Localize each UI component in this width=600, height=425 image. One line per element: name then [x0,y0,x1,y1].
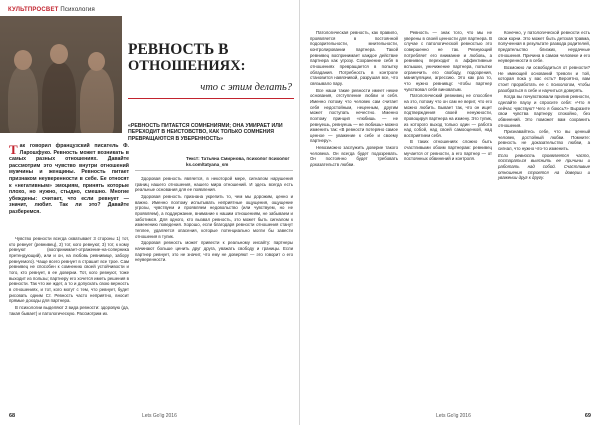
paragraph: В психологии выделяют 2 вида ревности: здоровую (да, такая бывает) и патологическую. Рассмотрим их. [9,304,129,316]
rubric-main: КУЛЬТПРОСВЕТ [8,7,59,13]
paragraph: Здоровая ревность является, в некоторой мере, сигналом нарушения границ нашего отношения, нашего мира отношений. И здесь всегда есть реальные основания для ее появления. [135,176,293,193]
paragraph: Чувство ревности всегда охватывает 3 стороны 1) тот, кто ревнует (ревнивец), 2) тот, кого ревнуют, 3) тот, к кому ревнуют (воспринимает-отражение-на-соперника претендующий), или и он, на любовь ревнивице, забору ревнуемого). Чаще всего ревнует в страшит все трое. Сам ревнивец не способен к сомнению своей устойчивости и того, кто ревнует, в ее доверии. Тот, кого ревнуют, тоже выходит из пользы; партнеру его хочется иметь решения в ревности. Так что же ждет, а то и допускать свою верность в отношениях, и тот, кого могут с тем, что ревнует, будет рисовать одним Ст. Ревность часто неприятно, вносит прямые доходы для партнера. [9,236,129,304]
title-line-2: ОТНОШЕНИЯХ: [128,58,246,74]
author-credit: Текст: Татьяна Смирнова, психолог психолог ks.com/tatyana_sm [186,156,290,167]
drop-cap: Т [9,142,18,157]
column-5 [498,30,590,182]
lead-text: ак говорил французский писатель Ф. Ларошфуко. Ревность может возникать в самых разных отношениях. Давайте рассмотрим это чувство внутри отношений мужчины и женщины. Ревность питает признаком неуверенности в себе. Ее относят к «негативным» эмоциям, принять которые плохо, но нужно, стыдно, смешно. Многие убеждены: считает, что если ревнует — значит, любит. Так ли это? Давайте разберемся. [9,143,129,215]
paragraph: Невозможно заслужить доверие такого человека. Он всегда будет подозревать. Он постоянно будет требовать доказательств любви. [310,145,398,168]
paragraph: В таких отношениях сложно быть счастливыми обоим партнерам: ревнивец мучается от ревности, а его партнер — от постоянных обвинений и контроля. [404,139,492,162]
magazine-brand: Lets Go'ig 2016 [436,413,471,419]
paragraph: Когда вы почувствовали прилив ревности, сделайте паузу и спросите себя: «Что я сейчас чувствую? Чего я боюсь?» Выразите свои чувства партнеру спокойно, без обвинений. Это поможет вам сохранить отношения. [498,94,590,128]
paragraph: Здоровая ревность может привести к реальному инсайту: партнеры начинают больше ценить друг друга, уважать свободу и границы. Если партнер ревнует, это не значит, что ему не доверяют — это говорит о его неуверенности. [135,240,293,263]
paragraph: Патологический ревнивец не способен на это, потому что он сам не верит, что его можно любить. Бывает так, что он ищет подтверждения своей ненужности, провоцируя партнера на измену. Это тупик, из которого выход только один — работа над собой, над своей самооценкой, над восприятием себя. [404,93,492,138]
paragraph: Признавайтесь себе, что вы ценный человек, достойный любви. Помните: ревность не доказательство любви, а сигнал, что нужно что-то изменить. [498,129,590,152]
article-subtitle: что с этим делать? [200,82,292,93]
column-3 [310,30,398,169]
closing-paragraph: Если ревность проявляется часто, постараться выяснить ее причины и работать над собой. Счастливые отношения строятся на доверии и уважении друг к другу. [498,152,590,181]
rubric-sub: Психология [60,7,95,13]
paragraph: Ревность — знак того, что мы не уверены в своей ценности для партнера. В случае с патологической ревностью это совершенно не так. Ревнующий потребляет его внимание и любовь, а ревнивец переходит в аффективные вспышки, уничижение партнера, попытки ограничить его свободу, подозрения, манипуляции, агрессию. Это как раз то, что нужно ревнивцу: чтобы партнер чувствовал себя виноватым. [404,30,492,92]
page-number: 68 [9,413,16,419]
paragraph: Возможно ли освободиться от ревности? Не имеющей оснований тревоги и той, которая пока у вас есть? Вероятно, вам стоит проработать ее с психологом, чтобы разобраться в себе и научиться доверять. [498,64,590,93]
paragraph: Конечно, у патологической ревности есть свои корни. Это может быть детская травма, полученная в результате развода родителей, предательство близких, неудачные отношения. Причина в самом человеке и его неуверенности в себе. [498,30,590,64]
magazine-brand: Lets Go'ig 2016 [142,413,177,419]
paragraph: Здоровая ревность признана укрепить то, чем мы дорожим, ценно и важно. Именно поэтому испытывать неприятные ощущения, ощущение угрозы, чувствуем и проявляем недовольство (или чувствуем, но не проявляем), а поддержание, внимание к нашим отношениям, не забываем и заботимся. Для одного, кто вызвал ревность, это может быть сигналом к изменению поведения. Хорошо, если благодаря ревности отношения станут теплее, удаляется опасения, которые потенциально могли бы завести отношения в тупик. [135,193,293,239]
paragraph: Все наши такие ревности имеет некие основания, отступление любви и себя. Именно потому что человек сам считает себя недостойным, неценным, другим может поступать нечестно. Именно поэтому принцип «любишь — не ревнуешь, ревнуешь — не любишь» можно изменить так: «В ревности потеряно самое ценное — уважение к себе и своему партнеру». [310,87,398,144]
page-number: 69 [584,413,591,419]
column-4 [404,30,492,163]
title-line-1: РЕВНОСТЬ В [128,41,229,58]
epigraph-quote: «РЕВНОСТЬ ПИТАЕТСЯ СОМНЕНИЯМИ; ОНА УМИРАЕТ ИЛИ ПЕРЕХОДИТ В НЕИСТОВСТВО, КАК ТОЛЬКО СОМНЕНИЯ ПРЕВРАЩАЮТСЯ В УВЕРЕННОСТЬ» [128,123,283,142]
paragraph: Патологическая ревность, как правило, проявляется в постоянной подозрительности, мнительности, контролировании партнера. Такой ревнивец воспринимает каждое действие партнера как угрозу. Сохранение себя в отношениях превращается в попытку обладания. Потребность в контроле становится навязчивой, разрушая все, что связывало пару. [310,30,398,86]
